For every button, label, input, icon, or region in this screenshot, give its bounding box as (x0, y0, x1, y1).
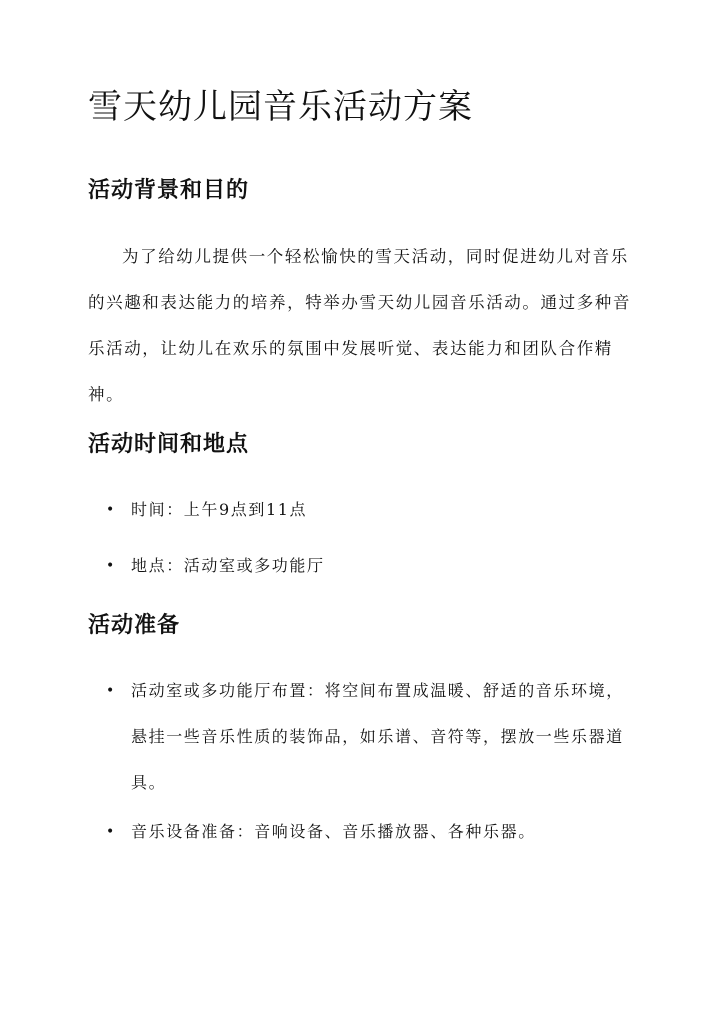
bullet-icon: • (106, 558, 115, 574)
section-heading-preparation: 活动准备 (88, 612, 181, 638)
list-item-text: 时间：上午9点到11点 (131, 500, 308, 519)
background-paragraph: 为了给幼儿提供一个轻松愉快的雪天活动，同时促进幼儿对音乐的兴趣和表达能力的培养，特举办雪天幼儿园音乐活动。通过多种音乐活动，让幼儿在欢乐的氛围中发展听觉、表达能力和团队合作精神。 (88, 247, 631, 404)
section-heading-background: 活动背景和目的 (88, 177, 250, 203)
list-item-equipment (88, 809, 633, 855)
list-item-time (88, 487, 633, 533)
bullet-icon: • (106, 683, 115, 699)
document-title: 雪天幼儿园音乐活动方案 (88, 87, 473, 127)
list-item-text: 音乐设备准备：音响设备、音乐播放器、各种乐器。 (131, 822, 536, 841)
bullet-icon: • (106, 824, 115, 840)
list-item-text: 活动室或多功能厅布置：将空间布置成温暖、舒适的音乐环境，悬挂一些音乐性质的装饰品，如乐谱、音符等，摆放一些乐器道具。 (131, 681, 624, 792)
list-item-place (88, 543, 633, 589)
list-item-room-setup (88, 668, 633, 806)
list-item-text: 地点：活动室或多功能厅 (131, 556, 325, 575)
section-heading-time-place: 活动时间和地点 (88, 431, 250, 457)
bullet-icon: • (106, 502, 115, 518)
